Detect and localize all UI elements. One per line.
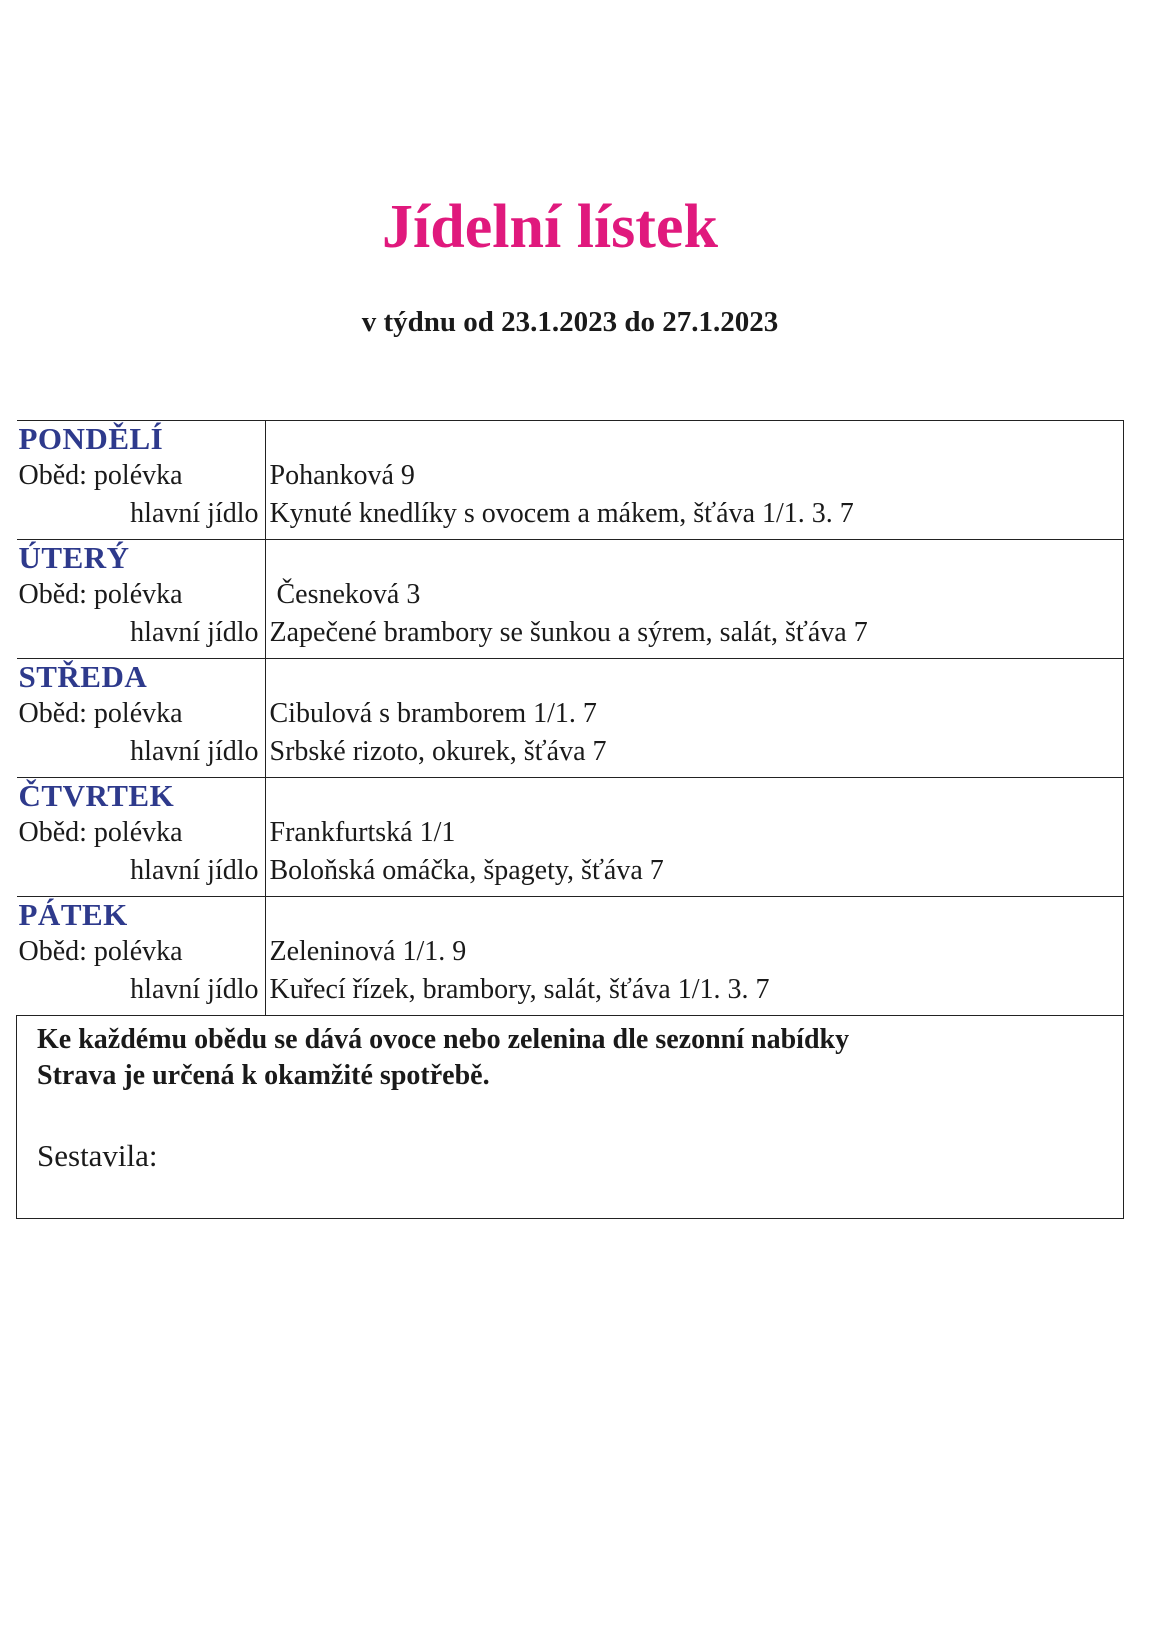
day-row-wednesday — [17, 659, 1124, 778]
main-dish-item: Kynuté knedlíky s ovocem a mákem, šťáva 1/1. 3. 7 — [269, 498, 854, 529]
day-food-cell — [265, 421, 1124, 540]
day-name: ČTVRTEK — [18, 778, 175, 813]
soup-label: Oběd: polévka — [18, 817, 183, 848]
menu-table — [16, 420, 1124, 1219]
week-range: v týdnu od 23.1.2023 do 27.1.2023 — [361, 306, 779, 338]
main-dish-label: hlavní jídlo — [130, 736, 259, 767]
day-row-thursday — [17, 778, 1124, 897]
soup-label: Oběd: polévka — [18, 579, 183, 610]
soup-item: Zeleninová 1/1. 9 — [269, 936, 467, 967]
main-dish-item: Srbské rizoto, okurek, šťáva 7 — [269, 736, 607, 767]
main-dish-item: Boloňská omáčka, špagety, šťáva 7 — [269, 855, 664, 886]
soup-label: Oběd: polévka — [18, 460, 183, 491]
day-name: PÁTEK — [18, 897, 128, 932]
day-name: STŘEDA — [18, 659, 148, 694]
day-row-friday — [17, 897, 1124, 1016]
main-dish-label: hlavní jídlo — [130, 617, 259, 648]
day-label-cell — [17, 778, 266, 897]
day-label-cell — [17, 659, 266, 778]
main-dish-item: Zapečené brambory se šunkou a sýrem, salát, šťáva 7 — [269, 617, 868, 648]
soup-label: Oběd: polévka — [18, 936, 183, 967]
compiled-by-label: Sestavila: — [37, 1138, 158, 1173]
soup-item: Česneková 3 — [269, 579, 421, 610]
day-row-monday — [17, 421, 1124, 540]
day-label-cell — [17, 540, 266, 659]
day-food-cell — [265, 778, 1124, 897]
soup-item: Pohanková 9 — [269, 460, 415, 491]
day-name: ÚTERÝ — [18, 540, 130, 575]
main-dish-label: hlavní jídlo — [130, 855, 259, 886]
soup-item: Cibulová s bramborem 1/1. 7 — [269, 698, 597, 729]
page-title: Jídelní lístek — [382, 193, 718, 261]
soup-label: Oběd: polévka — [18, 698, 183, 729]
day-label-cell — [17, 421, 266, 540]
consumption-note: Strava je určená k okamžité spotřebě. — [37, 1060, 490, 1091]
main-dish-label: hlavní jídlo — [130, 498, 259, 529]
day-food-cell — [265, 659, 1124, 778]
day-label-cell — [17, 897, 266, 1016]
main-dish-item: Kuřecí řízek, brambory, salát, šťáva 1/1. 3. 7 — [269, 974, 770, 1005]
soup-item: Frankfurtská 1/1 — [269, 817, 456, 848]
day-food-cell — [265, 540, 1124, 659]
footer-row — [17, 1016, 1124, 1219]
footer-cell — [17, 1016, 1124, 1219]
day-food-cell — [265, 897, 1124, 1016]
fruit-note: Ke každému obědu se dává ovoce nebo zelenina dle sezonní nabídky — [37, 1024, 850, 1055]
day-row-tuesday — [17, 540, 1124, 659]
main-dish-label: hlavní jídlo — [130, 974, 259, 1005]
day-name: PONDĚLÍ — [18, 421, 164, 456]
